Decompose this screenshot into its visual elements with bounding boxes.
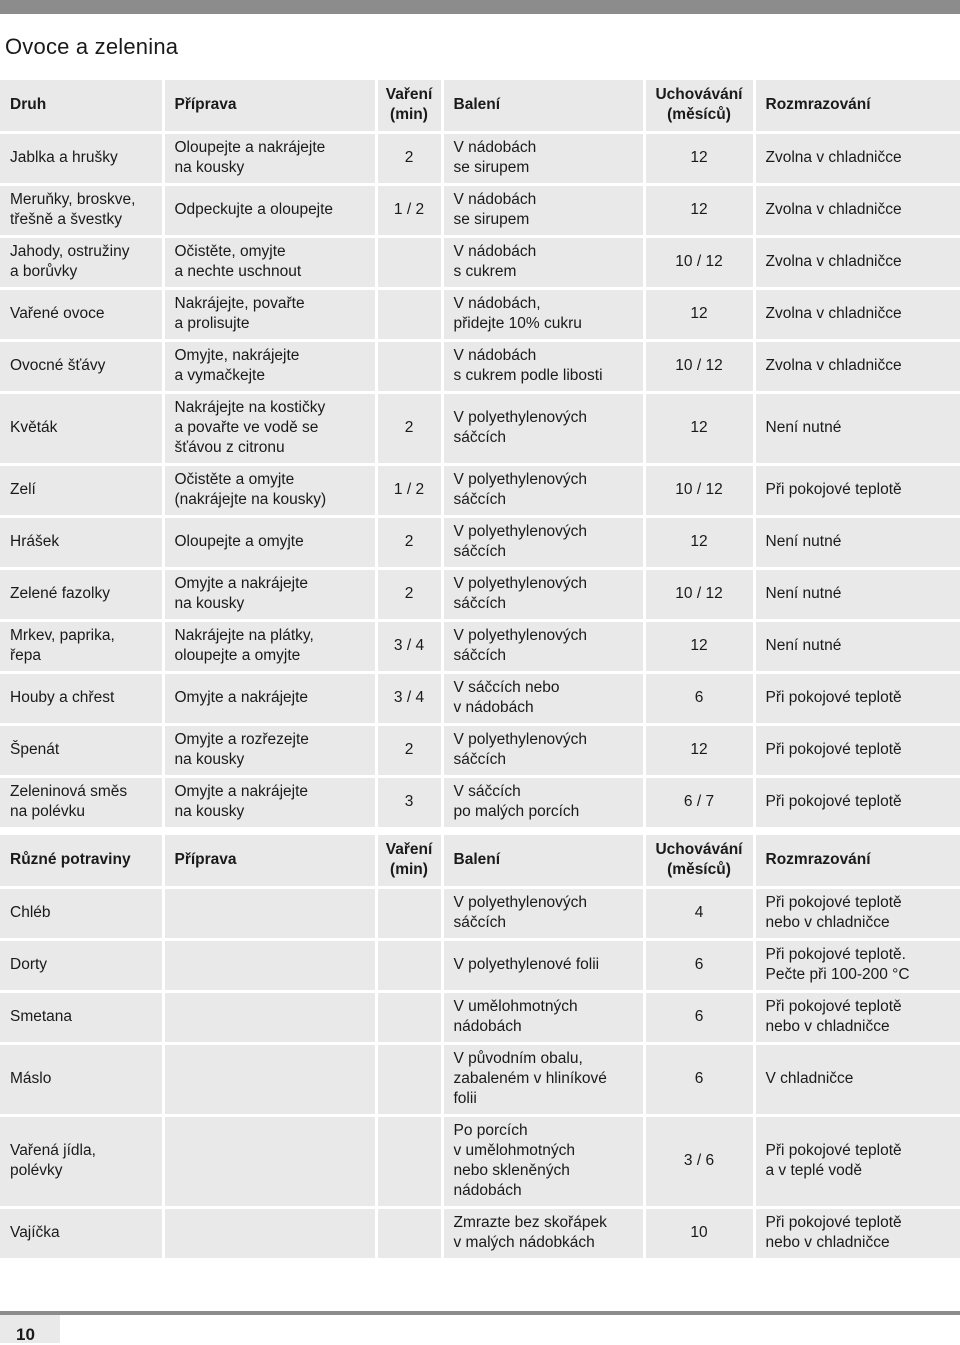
fruit-vegetable-table xyxy=(0,80,960,830)
cell-preparation: Oloupejte a nakrájejte na kousky xyxy=(163,132,376,184)
cell-thawing: Při pokojové teplotě xyxy=(754,724,960,776)
cell-storage: 4 xyxy=(644,887,754,939)
cell-cooking-time xyxy=(376,1207,442,1259)
cell-kind: Chléb xyxy=(0,887,163,939)
cell-packaging: V polyethylenových sáčcích xyxy=(442,568,644,620)
cell-packaging: V polyethylenových sáčcích xyxy=(442,887,644,939)
cell-thawing: Při pokojové teplotě a v teplé vodě xyxy=(754,1115,960,1207)
footer-bar xyxy=(0,1311,960,1315)
cell-storage: 12 xyxy=(644,184,754,236)
cell-thawing: Při pokojové teplotě nebo v chladničce xyxy=(754,1207,960,1259)
cell-cooking-time: 2 xyxy=(376,516,442,568)
cell-packaging: Po porcích v umělohmotných nebo skleněných nádobách xyxy=(442,1115,644,1207)
cell-thawing: Při pokojové teplotě xyxy=(754,776,960,828)
table-header-row xyxy=(0,835,960,887)
cell-storage: 3 / 6 xyxy=(644,1115,754,1207)
header-cooking-time: Vaření (min) xyxy=(376,80,442,132)
cell-cooking-time xyxy=(376,340,442,392)
cell-packaging: V nádobách se sirupem xyxy=(442,132,644,184)
cell-kind: Máslo xyxy=(0,1043,163,1115)
cell-storage: 12 xyxy=(644,516,754,568)
cell-cooking-time: 1 / 2 xyxy=(376,464,442,516)
cell-preparation xyxy=(163,939,376,991)
cell-preparation: Omyjte, nakrájejte a vymačkejte xyxy=(163,340,376,392)
cell-preparation: Odpeckujte a oloupejte xyxy=(163,184,376,236)
cell-kind: Hrášek xyxy=(0,516,163,568)
cell-kind: Jablka a hrušky xyxy=(0,132,163,184)
cell-packaging: V sáčcích po malých porcích xyxy=(442,776,644,828)
cell-storage: 10 / 12 xyxy=(644,340,754,392)
cell-storage: 6 xyxy=(644,939,754,991)
cell-storage: 10 / 12 xyxy=(644,568,754,620)
cell-preparation: Oloupejte a omyjte xyxy=(163,516,376,568)
cell-cooking-time: 3 / 4 xyxy=(376,672,442,724)
cell-thawing: Zvolna v chladničce xyxy=(754,132,960,184)
table-row xyxy=(0,236,960,288)
table-row xyxy=(0,340,960,392)
table-row xyxy=(0,991,960,1043)
cell-storage: 6 / 7 xyxy=(644,776,754,828)
cell-thawing: V chladničce xyxy=(754,1043,960,1115)
cell-storage: 10 xyxy=(644,1207,754,1259)
cell-storage: 10 / 12 xyxy=(644,236,754,288)
cell-packaging: V polyethylenových sáčcích xyxy=(442,392,644,464)
cell-preparation: Očistěte a omyjte (nakrájejte na kousky) xyxy=(163,464,376,516)
cell-packaging: Zmrazte bez skořápek v malých nádobkách xyxy=(442,1207,644,1259)
cell-thawing: Při pokojové teplotě nebo v chladničce xyxy=(754,887,960,939)
header-thawing: Rozmrazování xyxy=(754,835,960,887)
cell-cooking-time: 1 / 2 xyxy=(376,184,442,236)
cell-cooking-time xyxy=(376,1115,442,1207)
cell-thawing: Při pokojové teplotě xyxy=(754,672,960,724)
cell-kind: Špenát xyxy=(0,724,163,776)
cell-thawing: Při pokojové teplotě xyxy=(754,464,960,516)
header-packaging: Balení xyxy=(442,80,644,132)
cell-packaging: V polyethylenové folii xyxy=(442,939,644,991)
cell-preparation: Omyjte a nakrájejte xyxy=(163,672,376,724)
cell-thawing: Při pokojové teplotě nebo v chladničce xyxy=(754,991,960,1043)
cell-packaging: V polyethylenových sáčcích xyxy=(442,724,644,776)
header-preparation: Příprava xyxy=(163,80,376,132)
header-thawing: Rozmrazování xyxy=(754,80,960,132)
cell-thawing: Není nutné xyxy=(754,516,960,568)
table-row xyxy=(0,132,960,184)
header-preparation: Příprava xyxy=(163,835,376,887)
cell-kind: Zelí xyxy=(0,464,163,516)
cell-thawing: Zvolna v chladničce xyxy=(754,236,960,288)
cell-packaging: V nádobách s cukrem podle libosti xyxy=(442,340,644,392)
cell-storage: 6 xyxy=(644,1043,754,1115)
header-misc-foods: Různé potraviny xyxy=(0,835,163,887)
cell-storage: 6 xyxy=(644,991,754,1043)
table-row xyxy=(0,392,960,464)
cell-kind: Vařená jídla, polévky xyxy=(0,1115,163,1207)
table-row xyxy=(0,1115,960,1207)
table-row xyxy=(0,184,960,236)
cell-kind: Meruňky, broskve, třešně a švestky xyxy=(0,184,163,236)
table-row xyxy=(0,672,960,724)
cell-packaging: V polyethylenových sáčcích xyxy=(442,620,644,672)
cell-preparation: Očistěte, omyjte a nechte uschnout xyxy=(163,236,376,288)
table-row xyxy=(0,1043,960,1115)
miscellaneous-foods-table xyxy=(0,835,960,1261)
cell-thawing: Není nutné xyxy=(754,568,960,620)
cell-cooking-time xyxy=(376,1043,442,1115)
cell-kind: Zeleninová směs na polévku xyxy=(0,776,163,828)
cell-preparation: Nakrájejte, povařte a prolisujte xyxy=(163,288,376,340)
cell-storage: 6 xyxy=(644,672,754,724)
cell-storage: 10 / 12 xyxy=(644,464,754,516)
table-row xyxy=(0,464,960,516)
cell-cooking-time: 2 xyxy=(376,132,442,184)
cell-storage: 12 xyxy=(644,392,754,464)
cell-kind: Vajíčka xyxy=(0,1207,163,1259)
top-bar xyxy=(0,0,960,14)
cell-preparation xyxy=(163,991,376,1043)
cell-preparation: Omyjte a rozřezejte na kousky xyxy=(163,724,376,776)
cell-cooking-time xyxy=(376,939,442,991)
cell-thawing: Zvolna v chladničce xyxy=(754,288,960,340)
cell-cooking-time xyxy=(376,236,442,288)
cell-storage: 12 xyxy=(644,132,754,184)
cell-preparation: Nakrájejte na kostičky a povařte ve vodě se šťávou z citronu xyxy=(163,392,376,464)
cell-cooking-time: 2 xyxy=(376,724,442,776)
cell-cooking-time xyxy=(376,288,442,340)
cell-kind: Vařené ovoce xyxy=(0,288,163,340)
cell-preparation xyxy=(163,1115,376,1207)
cell-kind: Dorty xyxy=(0,939,163,991)
cell-kind: Smetana xyxy=(0,991,163,1043)
cell-cooking-time xyxy=(376,887,442,939)
header-storage-months: Uchovávání (měsíců) xyxy=(644,835,754,887)
page-number: 10 xyxy=(16,1325,35,1344)
cell-thawing: Není nutné xyxy=(754,620,960,672)
cell-kind: Ovocné šťávy xyxy=(0,340,163,392)
cell-packaging: V nádobách se sirupem xyxy=(442,184,644,236)
cell-cooking-time: 2 xyxy=(376,392,442,464)
table-row xyxy=(0,620,960,672)
cell-packaging: V původním obalu, zabaleném v hliníkové folii xyxy=(442,1043,644,1115)
cell-packaging: V polyethylenových sáčcích xyxy=(442,516,644,568)
cell-storage: 12 xyxy=(644,724,754,776)
cell-kind: Květák xyxy=(0,392,163,464)
cell-kind: Jahody, ostružiny a borůvky xyxy=(0,236,163,288)
page-title: Ovoce a zelenina xyxy=(5,34,179,59)
table-row xyxy=(0,288,960,340)
table-row xyxy=(0,939,960,991)
header-storage-months: Uchovávání (měsíců) xyxy=(644,80,754,132)
cell-preparation xyxy=(163,1043,376,1115)
table-row xyxy=(0,568,960,620)
cell-kind: Houby a chřest xyxy=(0,672,163,724)
table-row xyxy=(0,1207,960,1259)
cell-preparation: Nakrájejte na plátky, oloupejte a omyjte xyxy=(163,620,376,672)
table-row xyxy=(0,724,960,776)
cell-thawing: Zvolna v chladničce xyxy=(754,340,960,392)
cell-preparation: Omyjte a nakrájejte na kousky xyxy=(163,568,376,620)
cell-packaging: V umělohmotných nádobách xyxy=(442,991,644,1043)
table-row xyxy=(0,516,960,568)
cell-cooking-time xyxy=(376,991,442,1043)
cell-packaging: V nádobách s cukrem xyxy=(442,236,644,288)
cell-storage: 12 xyxy=(644,620,754,672)
cell-cooking-time: 3 / 4 xyxy=(376,620,442,672)
table-header-row xyxy=(0,80,960,132)
cell-packaging: V nádobách, přidejte 10% cukru xyxy=(442,288,644,340)
cell-kind: Mrkev, paprika, řepa xyxy=(0,620,163,672)
cell-packaging: V sáčcích nebo v nádobách xyxy=(442,672,644,724)
header-kind: Druh xyxy=(0,80,163,132)
header-cooking-time: Vaření (min) xyxy=(376,835,442,887)
header-packaging: Balení xyxy=(442,835,644,887)
table-row xyxy=(0,887,960,939)
cell-cooking-time: 3 xyxy=(376,776,442,828)
cell-cooking-time: 2 xyxy=(376,568,442,620)
cell-thawing: Zvolna v chladničce xyxy=(754,184,960,236)
cell-storage: 12 xyxy=(644,288,754,340)
cell-thawing: Není nutné xyxy=(754,392,960,464)
cell-kind: Zelené fazolky xyxy=(0,568,163,620)
table-row xyxy=(0,776,960,828)
cell-preparation xyxy=(163,887,376,939)
cell-packaging: V polyethylenových sáčcích xyxy=(442,464,644,516)
cell-preparation xyxy=(163,1207,376,1259)
cell-preparation: Omyjte a nakrájejte na kousky xyxy=(163,776,376,828)
cell-thawing: Při pokojové teplotě. Pečte při 100-200 °C xyxy=(754,939,960,991)
